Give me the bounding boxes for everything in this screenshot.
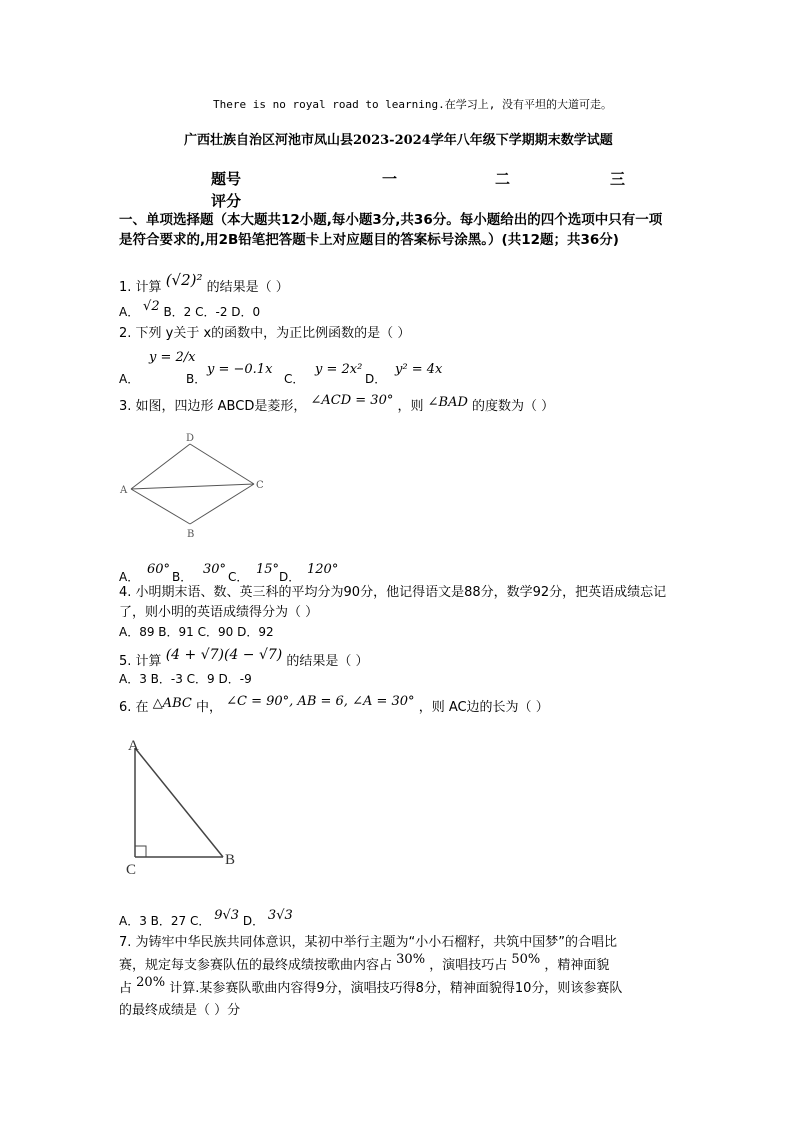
q3-suffix: 的度数为（ ） bbox=[472, 399, 555, 414]
q3-option-a: 60° bbox=[147, 562, 171, 577]
rhombus-label-b: B bbox=[187, 529, 195, 540]
q2-option-d-label: D． bbox=[365, 372, 387, 386]
q2-options bbox=[119, 344, 479, 384]
question-7-line-3 bbox=[119, 977, 622, 996]
q3-option-d: 120° bbox=[307, 562, 339, 577]
q2-option-b: y = −0.1x bbox=[207, 362, 273, 377]
q3-condition: ∠ACD = 30° bbox=[310, 393, 394, 408]
rhombus-label-a: A bbox=[120, 485, 128, 496]
q6-condition: ∠C = 90°, AB = 6, ∠A = 30° bbox=[226, 694, 415, 709]
triangle-label-a: A bbox=[128, 738, 139, 754]
score-col-1: 一 bbox=[382, 170, 398, 188]
rhombus-label-c: C bbox=[256, 480, 264, 491]
right-angle-mark bbox=[135, 846, 146, 857]
question-7-line-4: 的最终成绩是（ ）分 bbox=[119, 1003, 241, 1018]
rhombus-diagonal-ac bbox=[131, 484, 254, 489]
q1-options-pre: A． bbox=[119, 305, 140, 319]
rhombus-edge-cb bbox=[190, 484, 254, 524]
triangle-label-c: C bbox=[126, 862, 137, 878]
score-row-label-number: 题号 bbox=[211, 170, 242, 188]
q2-option-b-label: B． bbox=[186, 372, 207, 386]
q3-prefix: 3. 如图，四边形 ABCD是菱形， bbox=[119, 399, 307, 414]
q7-line2-a: 赛，规定每支参赛队伍的最终成绩按歌曲内容占 bbox=[119, 958, 393, 973]
q3-option-a-label: A． bbox=[119, 570, 140, 584]
score-col-2: 二 bbox=[495, 170, 511, 188]
header-motto: There is no royal road to learning.在学习上, 没有平坦的大道可走。 bbox=[213, 98, 613, 111]
right-triangle-figure bbox=[120, 730, 250, 880]
q5-options: A．3 B．-3 C．9 D．-9 bbox=[119, 672, 252, 686]
q7-percent-technique: 50% bbox=[511, 952, 541, 967]
q1-option-a: √2 bbox=[143, 299, 160, 314]
q3-mid: ，则 bbox=[397, 399, 424, 414]
q3-options bbox=[119, 562, 379, 582]
q2-option-d: y² = 4x bbox=[395, 362, 443, 377]
q2-option-c-label: C． bbox=[284, 372, 305, 386]
rhombus-edge-dc bbox=[190, 444, 254, 484]
q6-mid: 中， bbox=[195, 700, 222, 715]
triangle-label-b: B bbox=[225, 852, 236, 868]
q1-expression: (√2)² bbox=[165, 271, 203, 289]
q3-option-b-label: B． bbox=[172, 570, 193, 584]
q7-line3-b: 计算.某参赛队歌曲内容得9分，演唱技巧得8分，精神面貌得10分，则该参赛队 bbox=[169, 981, 623, 996]
q3-option-b: 30° bbox=[203, 562, 227, 577]
question-3 bbox=[119, 395, 554, 414]
question-7-line-2 bbox=[119, 954, 609, 973]
question-2: 2. 下列 y关于 x的函数中，为正比例函数的是（ ） bbox=[119, 326, 411, 341]
q7-percent-content: 30% bbox=[396, 952, 426, 967]
question-4: 4. 小明期末语、数、英三科的平均分为90分，他记得语文是88分，数学92分，把英语成绩忘记了，则小明的英语成绩得分为（ ） bbox=[119, 585, 667, 620]
q4-options: A．89 B．91 C．90 D．92 bbox=[119, 625, 274, 639]
q1-suffix: 的结果是（ ） bbox=[206, 280, 289, 295]
triangle-side-ab bbox=[135, 748, 223, 857]
q6-prefix: 6. 在 bbox=[119, 700, 149, 715]
question-7-line-1: 7. 为铸牢中华民族共同体意识，某初中举行主题为“小小石榴籽，共筑中国梦”的合唱比 bbox=[119, 935, 618, 950]
q3-target-angle: ∠BAD bbox=[427, 395, 468, 410]
q7-line2-b: ，演唱技巧占 bbox=[429, 958, 508, 973]
q5-expression: (4 + √7)(4 − √7) bbox=[165, 647, 283, 663]
q6-option-d: 3√3 bbox=[267, 908, 293, 923]
q1-options bbox=[119, 299, 261, 320]
q5-prefix: 5. 计算 bbox=[119, 654, 162, 669]
q6-options bbox=[119, 906, 293, 928]
q2-option-a-label: A． bbox=[119, 372, 140, 386]
q1-prefix: 1. 计算 bbox=[119, 280, 162, 295]
q7-percent-spirit: 20% bbox=[136, 975, 166, 990]
document-title: 广西壮族自治区河池市凤山县2023-2024学年八年级下学期期末数学试题 bbox=[184, 133, 613, 148]
q6-option-c: 9√3 bbox=[214, 908, 240, 923]
q6-triangle: △ABC bbox=[152, 696, 192, 711]
rhombus-edge-ba bbox=[131, 489, 190, 524]
q3-option-d-label: D． bbox=[279, 570, 301, 584]
score-row-label-score: 评分 bbox=[211, 192, 242, 210]
q1-options-rest: B．2 C．-2 D．0 bbox=[163, 305, 261, 319]
score-col-3: 三 bbox=[610, 170, 626, 188]
q2-option-a: y = 2/x bbox=[149, 350, 196, 365]
question-6 bbox=[119, 696, 549, 715]
q5-suffix: 的结果是（ ） bbox=[286, 654, 369, 669]
rhombus-edge-ad bbox=[131, 444, 190, 489]
q3-option-c-label: C． bbox=[228, 570, 249, 584]
question-1 bbox=[119, 271, 289, 295]
q6-suffix: ，则 AC边的长为（ ） bbox=[418, 700, 549, 715]
q3-option-c: 15° bbox=[256, 562, 280, 577]
q7-line3-a: 占 bbox=[119, 981, 133, 996]
q2-option-c: y = 2x² bbox=[315, 362, 363, 377]
rhombus-label-d: D bbox=[186, 433, 195, 444]
q7-line2-c: ，精神面貌 bbox=[544, 958, 610, 973]
section-1-heading: 一、单项选择题（本大题共12小题,每小题3分,共36分。每小题给出的四个选项中只有一项是符合要求的,用2B铅笔把答题卡上对应题目的答案标号涂黑。）(共12题；共36分) bbox=[119, 212, 663, 248]
q6-option-d-label: D． bbox=[242, 914, 265, 928]
question-5 bbox=[119, 647, 369, 669]
rhombus-figure bbox=[115, 430, 275, 540]
q6-options-pre: A．3 B．27 C． bbox=[119, 914, 211, 928]
